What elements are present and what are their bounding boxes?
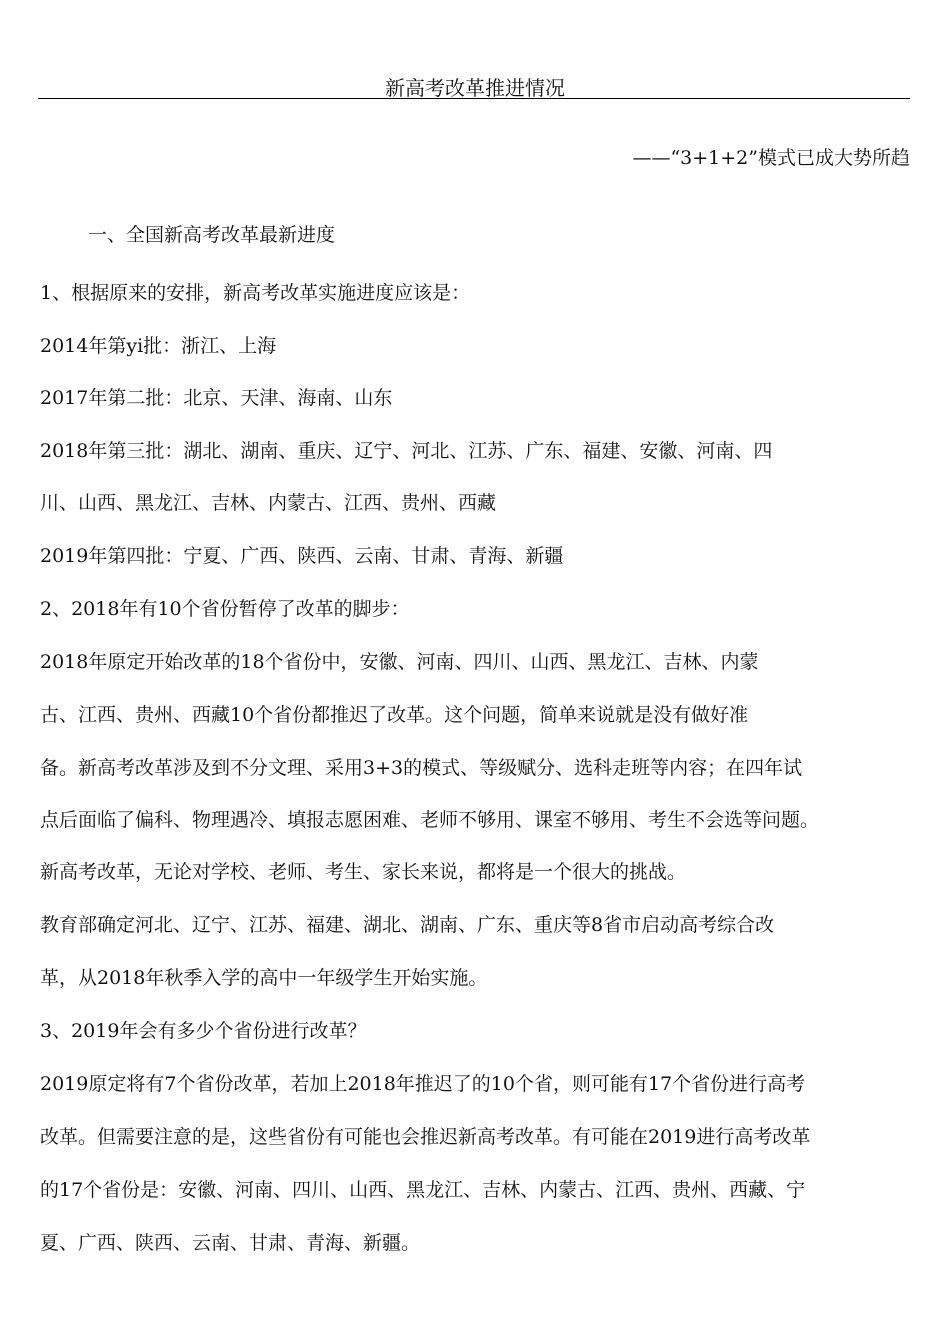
text-line: 的17个省份是：安徽、河南、四川、山西、黑龙江、吉林、内蒙古、江西、贵州、西藏、宁	[40, 1179, 806, 1201]
text-line: 改革。但需要注意的是，这些省份有可能也会推迟新高考改革。有可能在2019进行高考改革	[40, 1126, 811, 1148]
text-line: 1、根据原来的安排，新高考改革实施进度应该是：	[40, 282, 471, 304]
text-line: 夏、广西、陕西、云南、甘肃、青海、新疆。	[40, 1232, 421, 1254]
text-line: 2014年第yi批：浙江、上海	[40, 335, 277, 357]
text-line: 2019原定将有7个省份改革，若加上2018年推迟了的10个省，则可能有17个省份进行高考	[40, 1073, 806, 1095]
header-title: 新高考改革推进情况	[385, 76, 565, 100]
text-line: 3、2019年会有多少个省份进行改革？	[40, 1020, 367, 1042]
text-line: 新高考改革，无论对学校、老师、考生、家长来说，都将是一个很大的挑战。	[40, 861, 687, 883]
text-line: 2018年第三批：湖北、湖南、重庆、辽宁、河北、江苏、广东、福建、安徽、河南、四	[40, 440, 773, 462]
text-line: 2018年原定开始改革的18个省份中，安徽、河南、四川、山西、黑龙江、吉林、内蒙	[40, 651, 759, 673]
section-heading: 一、全国新高考改革最新进度	[88, 224, 336, 246]
text-line: 古、江西、贵州、西藏10个省份都推迟了改革。这个问题，简单来说就是没有做好准	[40, 704, 749, 726]
text-line: 川、山西、黑龙江、吉林、内蒙古、江西、贵州、西藏	[40, 492, 497, 514]
text-line: 备。新高考改革涉及到不分文理、采用3+3的模式、等级赋分、选科走班等内容；在四年试	[40, 757, 803, 779]
text-line: 2017年第二批：北京、天津、海南、山东	[40, 387, 393, 409]
text-line: 革，从2018年秋季入学的高中一年级学生开始实施。	[40, 967, 488, 989]
subtitle: ——“3+1+2”模式已成大势所趋	[632, 147, 910, 169]
text-line: 点后面临了偏科、物理遇冷、填报志愿困难、老师不够用、课室不够用、考生不会选等问题。	[40, 809, 820, 831]
text-line: 2019年第四批：宁夏、广西、陕西、云南、甘肃、青海、新疆	[40, 545, 564, 567]
text-line: 2、2018年有10个省份暂停了改革的脚步：	[40, 598, 410, 620]
header-rule	[38, 98, 910, 99]
text-line: 教育部确定河北、辽宁、江苏、福建、湖北、湖南、广东、重庆等8省市启动高考综合改	[40, 914, 775, 936]
